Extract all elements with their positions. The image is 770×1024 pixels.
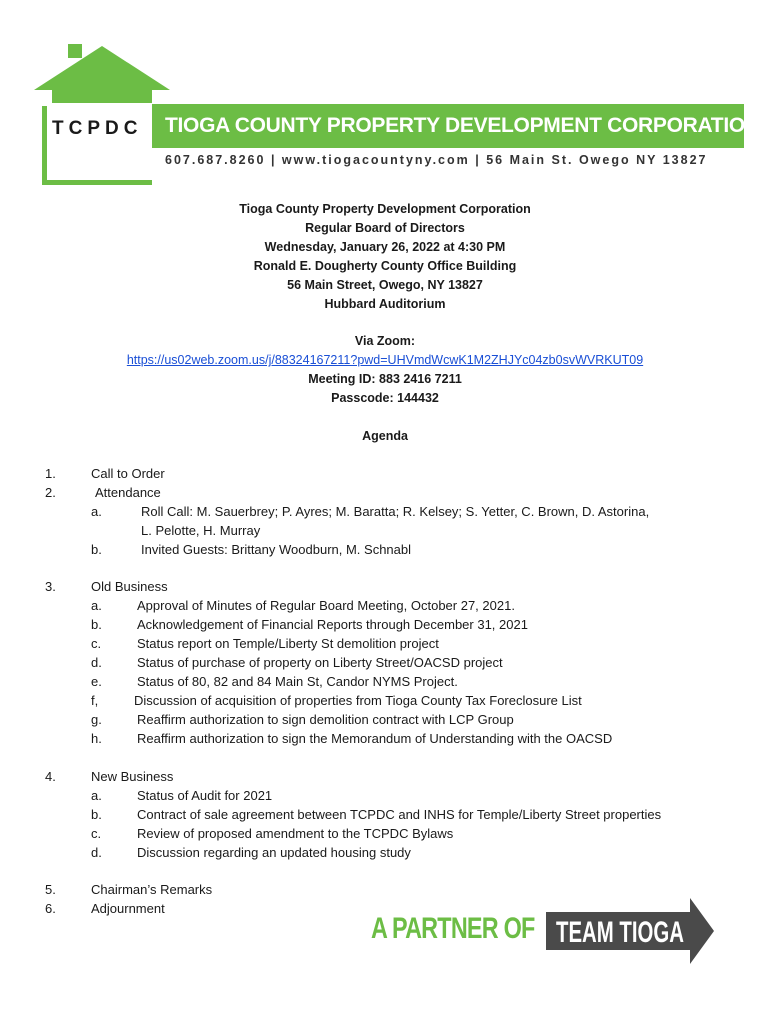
agenda-sub-letter: a. (91, 598, 102, 613)
agenda-sub-text: Discussion regarding an updated housing study (137, 845, 411, 860)
meeting-address: 56 Main Street, Owego, NY 13827 (287, 278, 483, 292)
agenda-sub-letter: g. (91, 712, 102, 727)
contact-line: 607.687.8260 | www.tiogacountyny.com | 56 Main St. Owego NY 13827 (165, 153, 708, 167)
team-tioga-badge (546, 898, 714, 964)
meeting-building: Ronald E. Dougherty County Office Building (253, 259, 517, 273)
meeting-id: Meeting ID: 883 2416 7211 (308, 372, 462, 386)
agenda-item-number: 3. (45, 579, 56, 594)
team-tioga-text: TEAM TIOGA (556, 916, 684, 949)
agenda-item-text: Call to Order (91, 466, 165, 481)
agenda-item-text: Attendance (95, 485, 161, 500)
agenda-sub-text: Acknowledgement of Financial Reports through December 31, 2021 (137, 617, 528, 632)
agenda-item-text: Chairman’s Remarks (91, 882, 213, 897)
agenda-sub-text: Status of Audit for 2021 (137, 788, 273, 803)
agenda-sub-text: Status of purchase of property on Liberty Street/OACSD project (137, 655, 503, 670)
agenda-sub-text: Reaffirm authorization to sign demolition contract with LCP Group (137, 712, 514, 727)
agenda-sub-letter: a. (91, 788, 102, 803)
passcode: Passcode: 144432 (331, 391, 439, 405)
agenda-sub-letter: d. (91, 845, 102, 860)
zoom-info (0, 332, 770, 408)
agenda-sub-text: Roll Call: M. Sauerbrey; P. Ayres; M. Baratta; R. Kelsey; S. Yetter, C. Brown, D. Astorina, (141, 504, 650, 519)
agenda-item-number: 6. (45, 901, 56, 916)
meeting-info (0, 200, 770, 314)
agenda-sub-letter: h. (91, 731, 102, 746)
agenda-item-number: 2. (45, 485, 56, 500)
org-name: TIOGA COUNTY PROPERTY DEVELOPMENT CORPORATION (165, 114, 760, 137)
agenda-sub-text: Review of proposed amendment to the TCPDC Bylaws (137, 826, 454, 841)
agenda-sub-letter: c. (91, 636, 102, 651)
partner-text: A PARTNER OF (371, 912, 535, 945)
agenda-sub-letter: a. (91, 504, 102, 519)
agenda-sub-text: Reaffirm authorization to sign the Memorandum of Understanding with the OACSD (137, 731, 613, 746)
agenda-item-number: 5. (45, 882, 56, 897)
agenda-item-number: 1. (45, 466, 56, 481)
agenda-sub-letter: b. (91, 807, 102, 822)
agenda-item-number: 4. (45, 769, 56, 784)
agenda-item-text: New Business (91, 769, 174, 784)
agenda-item-text: Adjournment (91, 901, 165, 916)
agenda-sub-letter: f, (91, 693, 99, 708)
zoom-link[interactable]: https://us02web.zoom.us/j/88324167211?pwd=UHVmdWcwK1M2ZHJYc04zb0svWVRKUT09 (126, 353, 644, 367)
agenda-sub-letter: c. (91, 826, 102, 841)
agenda-sub-letter: b. (91, 617, 102, 632)
agenda-sub-text: Discussion of acquisition of properties from Tioga County Tax Foreclosure List (134, 693, 582, 708)
agenda-sub-letter: d. (91, 655, 102, 670)
meeting-datetime: Wednesday, January 26, 2022 at 4:30 PM (264, 240, 506, 254)
agenda-sub-text: Invited Guests: Brittany Woodburn, M. Schnabl (141, 542, 412, 557)
meeting-org: Tioga County Property Development Corporation (239, 202, 531, 216)
meeting-room: Hubbard Auditorium (324, 297, 446, 311)
agenda-sub-text: Status of 80, 82 and 84 Main St, Candor NYMS Project. (137, 674, 458, 689)
agenda-sub-text: Status report on Temple/Liberty St demolition project (137, 636, 439, 651)
agenda-item-text: Old Business (91, 579, 168, 594)
agenda-sub-letter: b. (91, 542, 102, 557)
agenda-sub-text: Contract of sale agreement between TCPDC and INHS for Temple/Liberty Street properties (137, 807, 662, 822)
meeting-board: Regular Board of Directors (305, 221, 465, 235)
logo-abbreviation: TCPDC (52, 118, 143, 139)
agenda-sub-text: Approval of Minutes of Regular Board Meeting, October 27, 2021. (137, 598, 515, 613)
agenda-sub-text-continued: L. Pelotte, H. Murray (141, 523, 261, 538)
agenda-sub-letter: e. (91, 674, 102, 689)
agenda-title: Agenda (362, 429, 408, 443)
zoom-label: Via Zoom: (354, 334, 416, 348)
